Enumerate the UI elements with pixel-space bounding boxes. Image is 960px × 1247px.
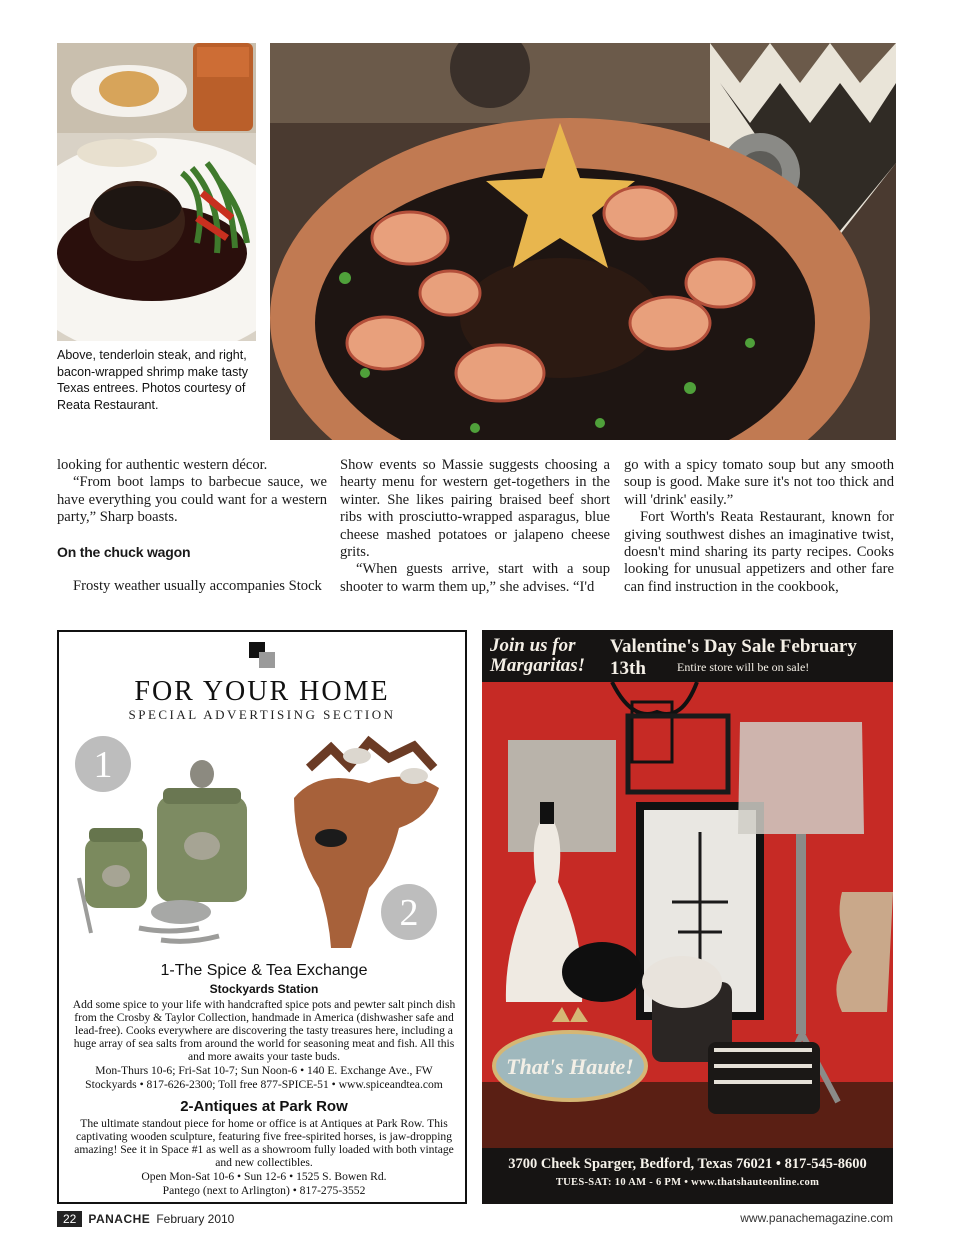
store-address: 3700 Cheek Sparger, Bedford, Texas 76021 • 817-545-8600 [508, 1156, 867, 1172]
store-contact: Stockyards • 817-626-2300; Toll free 877-SPICE-51 • www.spiceandtea.com [85, 1078, 443, 1091]
article-paragraph: “When guests arrive, start with a soup shooter to warm them up,” she advises. “I'd [340, 561, 610, 595]
article-column-1 [57, 457, 327, 595]
photo-caption: Above, tenderloin steak, and right, bacon-wrapped shrimp make tasty Texas entrees. Photos courtesy of Reata Restaurant. [57, 348, 249, 412]
steak-photo [57, 43, 256, 341]
article-paragraph: Fort Worth's Reata Restaurant, known for giving southwest dishes an imaginative twist, doesn't mind sharing its party recipes. Cooks looking for unusual appetizers and other fare can find instruction in the cookbook, [624, 509, 894, 595]
magazine-url[interactable]: www.panachemagazine.com [740, 1211, 893, 1225]
store-listing-antiques [67, 1098, 461, 1197]
badge-number-2: 2 [399, 892, 419, 934]
margaritas-text: Join us for Margaritas! [490, 635, 586, 676]
sale-subline: Entire store will be on sale! [677, 660, 810, 674]
badge-number-1: 1 [93, 744, 113, 786]
section-heading: On the chuck wagon [57, 543, 191, 560]
store-name: 2-Antiques at Park Row [180, 1098, 348, 1115]
ad-title: FOR YOUR HOME [134, 676, 390, 707]
store-logo-text: That's Haute! [506, 1054, 634, 1079]
store-location: Stockyards Station [209, 982, 319, 996]
article-paragraph: go with a spicy tomato soup but any smooth soup is good. Make sure it's not too thick and will 'drink' easily.” [624, 457, 894, 508]
shrimp-photo [270, 43, 896, 440]
store-description: Add some spice to your life with handcrafted spice pots and pewter salt pinch dish from the Crosby & Taylor Collection, handmade in America (dishwasher safe and lead-free). Cooks everywhere are discovering the tasty treasures here, including a huge array of sea salts from around the world for seasoning meat and fish. All this and more awaits your taste buds. [72, 998, 456, 1063]
section-logo-icon [249, 642, 275, 668]
store-hours: Open Mon-Sat 10-6 • Sun 12-6 • 1525 S. Bowen Rd. [141, 1170, 387, 1183]
page-footer [57, 1211, 234, 1227]
valentines-headline: Valentine's Day Sale February 13th [610, 636, 857, 679]
store-description: The ultimate standout piece for home or office is at Antiques at Park Row. This captivating wooden sculpture, featuring five free-spirited horses, is jaw-dropping amazing! See it in Space #1 as well as a showroom fully loaded with both vintage and new collectibles. [74, 1117, 454, 1169]
ad-subtitle: SPECIAL ADVERTISING SECTION [128, 707, 396, 722]
article-column-2 [340, 457, 610, 596]
page-number: 22 [57, 1211, 82, 1227]
steak-plate-illustration [57, 43, 256, 341]
magazine-name: PANACHE [88, 1212, 151, 1226]
article-column-3 [624, 457, 894, 596]
article-paragraph: looking for authentic western décor. [57, 457, 268, 473]
for-your-home-ad [57, 630, 467, 1204]
shrimp-plate-illustration [270, 43, 896, 440]
article-paragraph: Frosty weather usually accompanies Stock [73, 578, 322, 595]
store-contact: Pantego (next to Arlington) • 817-275-3552 [162, 1184, 366, 1197]
store-name: 1-The Spice & Tea Exchange [160, 962, 368, 979]
boutique-photo [482, 682, 893, 1148]
margaritas-headline [490, 636, 600, 676]
store-hours: TUES-SAT: 10 AM - 6 PM • www.thatshauteonline.com [555, 1177, 820, 1188]
thats-haute-ad [482, 630, 893, 1204]
article-paragraph: “From boot lamps to barbecue sauce, we have everything you could want for a western party,” Sharp boasts. [57, 474, 327, 526]
article-paragraph: Show events so Massie suggests choosing a hearty menu for western get-togethers in the winter. She likes pairing braised beef short ribs with prosciutto-wrapped asparagus, blue cheese mashed potatoes or jalapeno cheese grits. [340, 457, 610, 561]
issue-date: February 2010 [156, 1212, 235, 1226]
store-listing-spice-tea [67, 962, 461, 1091]
store-hours: Mon-Thurs 10-6; Fri-Sat 10-7; Sun Noon-6 • 140 E. Exchange Ave., FW [95, 1064, 433, 1077]
products-illustration [69, 728, 457, 954]
